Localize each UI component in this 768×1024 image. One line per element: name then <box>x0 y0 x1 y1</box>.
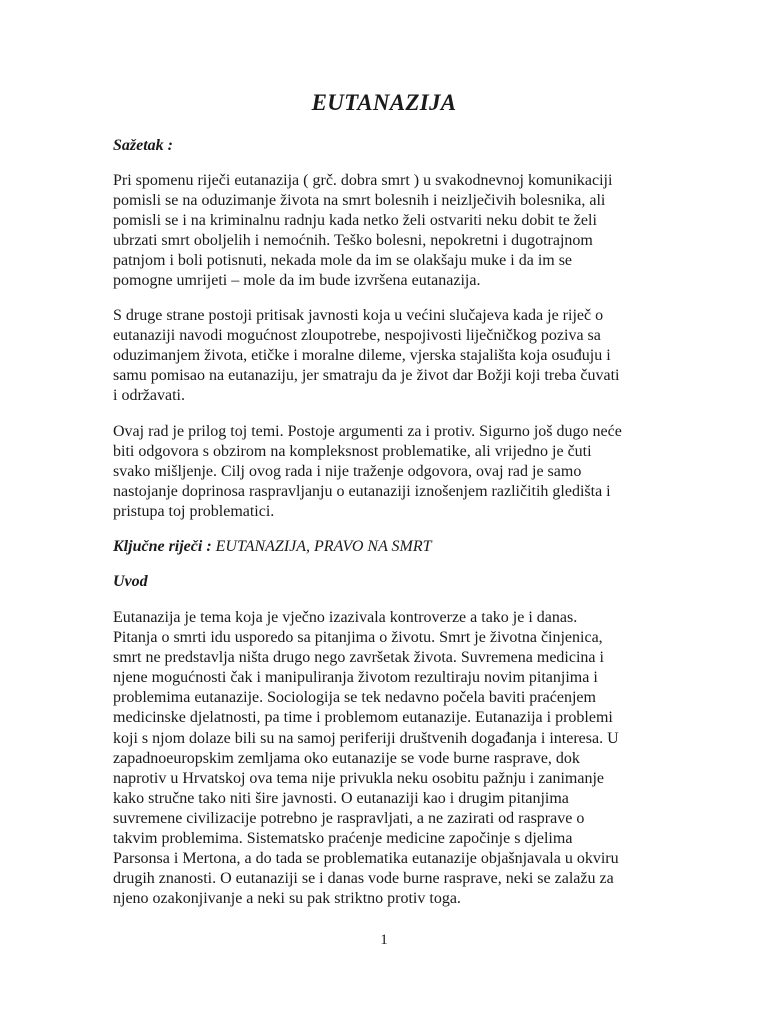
text-line: eutanaziji navodi mogućnost zloupotrebe, nespojivosti liječničkog poziva sa <box>113 327 601 345</box>
text-line: njeno ozakonjivanje a neki su pak striktno protiv toga. <box>113 890 461 908</box>
abstract-heading: Sažetak : <box>113 137 173 154</box>
text-line: Eutanazija je tema koja je vječno izazivala kontroverze a tako je i danas. <box>113 609 578 626</box>
text-line: Pitanja o smrti idu usporedo sa pitanjima o životu. Smrt je životna činjenica, <box>113 629 603 647</box>
text-line: pomisli se i na kriminalnu radnju kada netko želi ostvariti neku dobit te želi <box>113 212 597 230</box>
page-number: 1 <box>380 932 388 948</box>
abstract-paragraph-3 <box>113 422 663 522</box>
text-line: S druge strane postoji pritisak javnosti koja u većini slučajeva kada je riječ o <box>113 307 604 324</box>
text-line: Parsonsa i Mertona, a do tada se problematika eutanazije objašnjavala u okviru <box>113 850 619 868</box>
text-line: Ovaj rad je prilog toj temi. Postoje argumenti za i protiv. Sigurno još dugo neće <box>113 423 622 440</box>
text-line: takvim problemima. Sistematsko praćenje medicine započinje s djelima <box>113 830 573 848</box>
text-line: patnjom i boli potisnuti, nekada mole da im se olakšaju muke i da im se <box>113 252 573 270</box>
text-line: i održavati. <box>113 387 185 405</box>
text-line: samu pomisao na eutanaziju, jer smatraju da je život dar Božji koji treba čuvati <box>113 367 620 385</box>
text-line: drugih znanosti. O eutanaziji se i danas vode burne rasprave, neki se zalažu za <box>113 870 614 888</box>
text-line: ubrzati smrt oboljelih i nemoćnih. Teško bolesni, nepokretni i dugotrajnom <box>113 232 593 250</box>
text-line: pomogne umrijeti – mole da im bude izvršena eutanazija. <box>113 272 481 290</box>
text-line: koji s njom dolaze bili su na samoj periferiji društvenih događanja i interesa. U <box>113 729 619 747</box>
intro-paragraph <box>113 608 663 909</box>
keywords-line <box>113 537 663 557</box>
text-line: svako mišljenje. Cilj ovog rada i nije traženje odgovora, ovaj rad je samo <box>113 463 582 481</box>
text-line: nastojanje doprinosa raspravljanju o eutanaziji iznošenjem različitih gledišta i <box>113 483 611 501</box>
text-line: medicinske djelatnosti, pa time i problemom eutanazije. Eutanazija i problemi <box>113 709 613 727</box>
text-line: biti odgovora s obzirom na kompleksnost problematike, ali vrijedno je čuti <box>113 443 592 461</box>
abstract-paragraph-2 <box>113 306 663 406</box>
abstract-paragraph-1 <box>113 171 663 292</box>
text-line: pristupa toj problematici. <box>113 503 275 521</box>
text-line: problemima eutanazije. Sociologija se tek nedavno počela baviti praćenjem <box>113 689 596 707</box>
document-title: EUTANAZIJA <box>311 90 457 115</box>
text-line: pomisli se na oduzimanje života na smrt bolesnih i neizlječivih bolesnika, ali <box>113 192 606 210</box>
text-line: oduzimanjem života, etičke i moralne dileme, vjerska stajališta koja osuđuju i <box>113 347 611 365</box>
text-line: kako stručne tako niti šire javnosti. O eutanaziji kao i drugim pitanjima <box>113 789 569 807</box>
keywords-label: Ključne riječi : <box>113 538 212 555</box>
intro-heading: Uvod <box>113 573 148 590</box>
text-line: zapadnoeuropskim zemljama oko eutanazije se vode burne rasprave, dok <box>113 749 580 767</box>
keywords-value: EUTANAZIJA, PRAVO NA SMRT <box>211 538 432 555</box>
text-line: smrt ne predstavlja ništa drugo nego završetak života. Suvremena medicina i <box>113 649 604 667</box>
text-line: suvremene civilizacije potrebno je raspravljati, a ne zazirati od rasprave o <box>113 809 585 827</box>
text-line: njene mogućnosti čak i manipuliranja životom rezultiraju novim pitanjima i <box>113 669 598 687</box>
text-line: naprotiv u Hrvatskoj ova tema nije privukla neku osobitu pažnju i zanimanje <box>113 769 604 787</box>
text-line: Pri spomenu riječi eutanazija ( grč. dobra smrt ) u svakodnevnoj komunikaciji <box>113 172 613 189</box>
